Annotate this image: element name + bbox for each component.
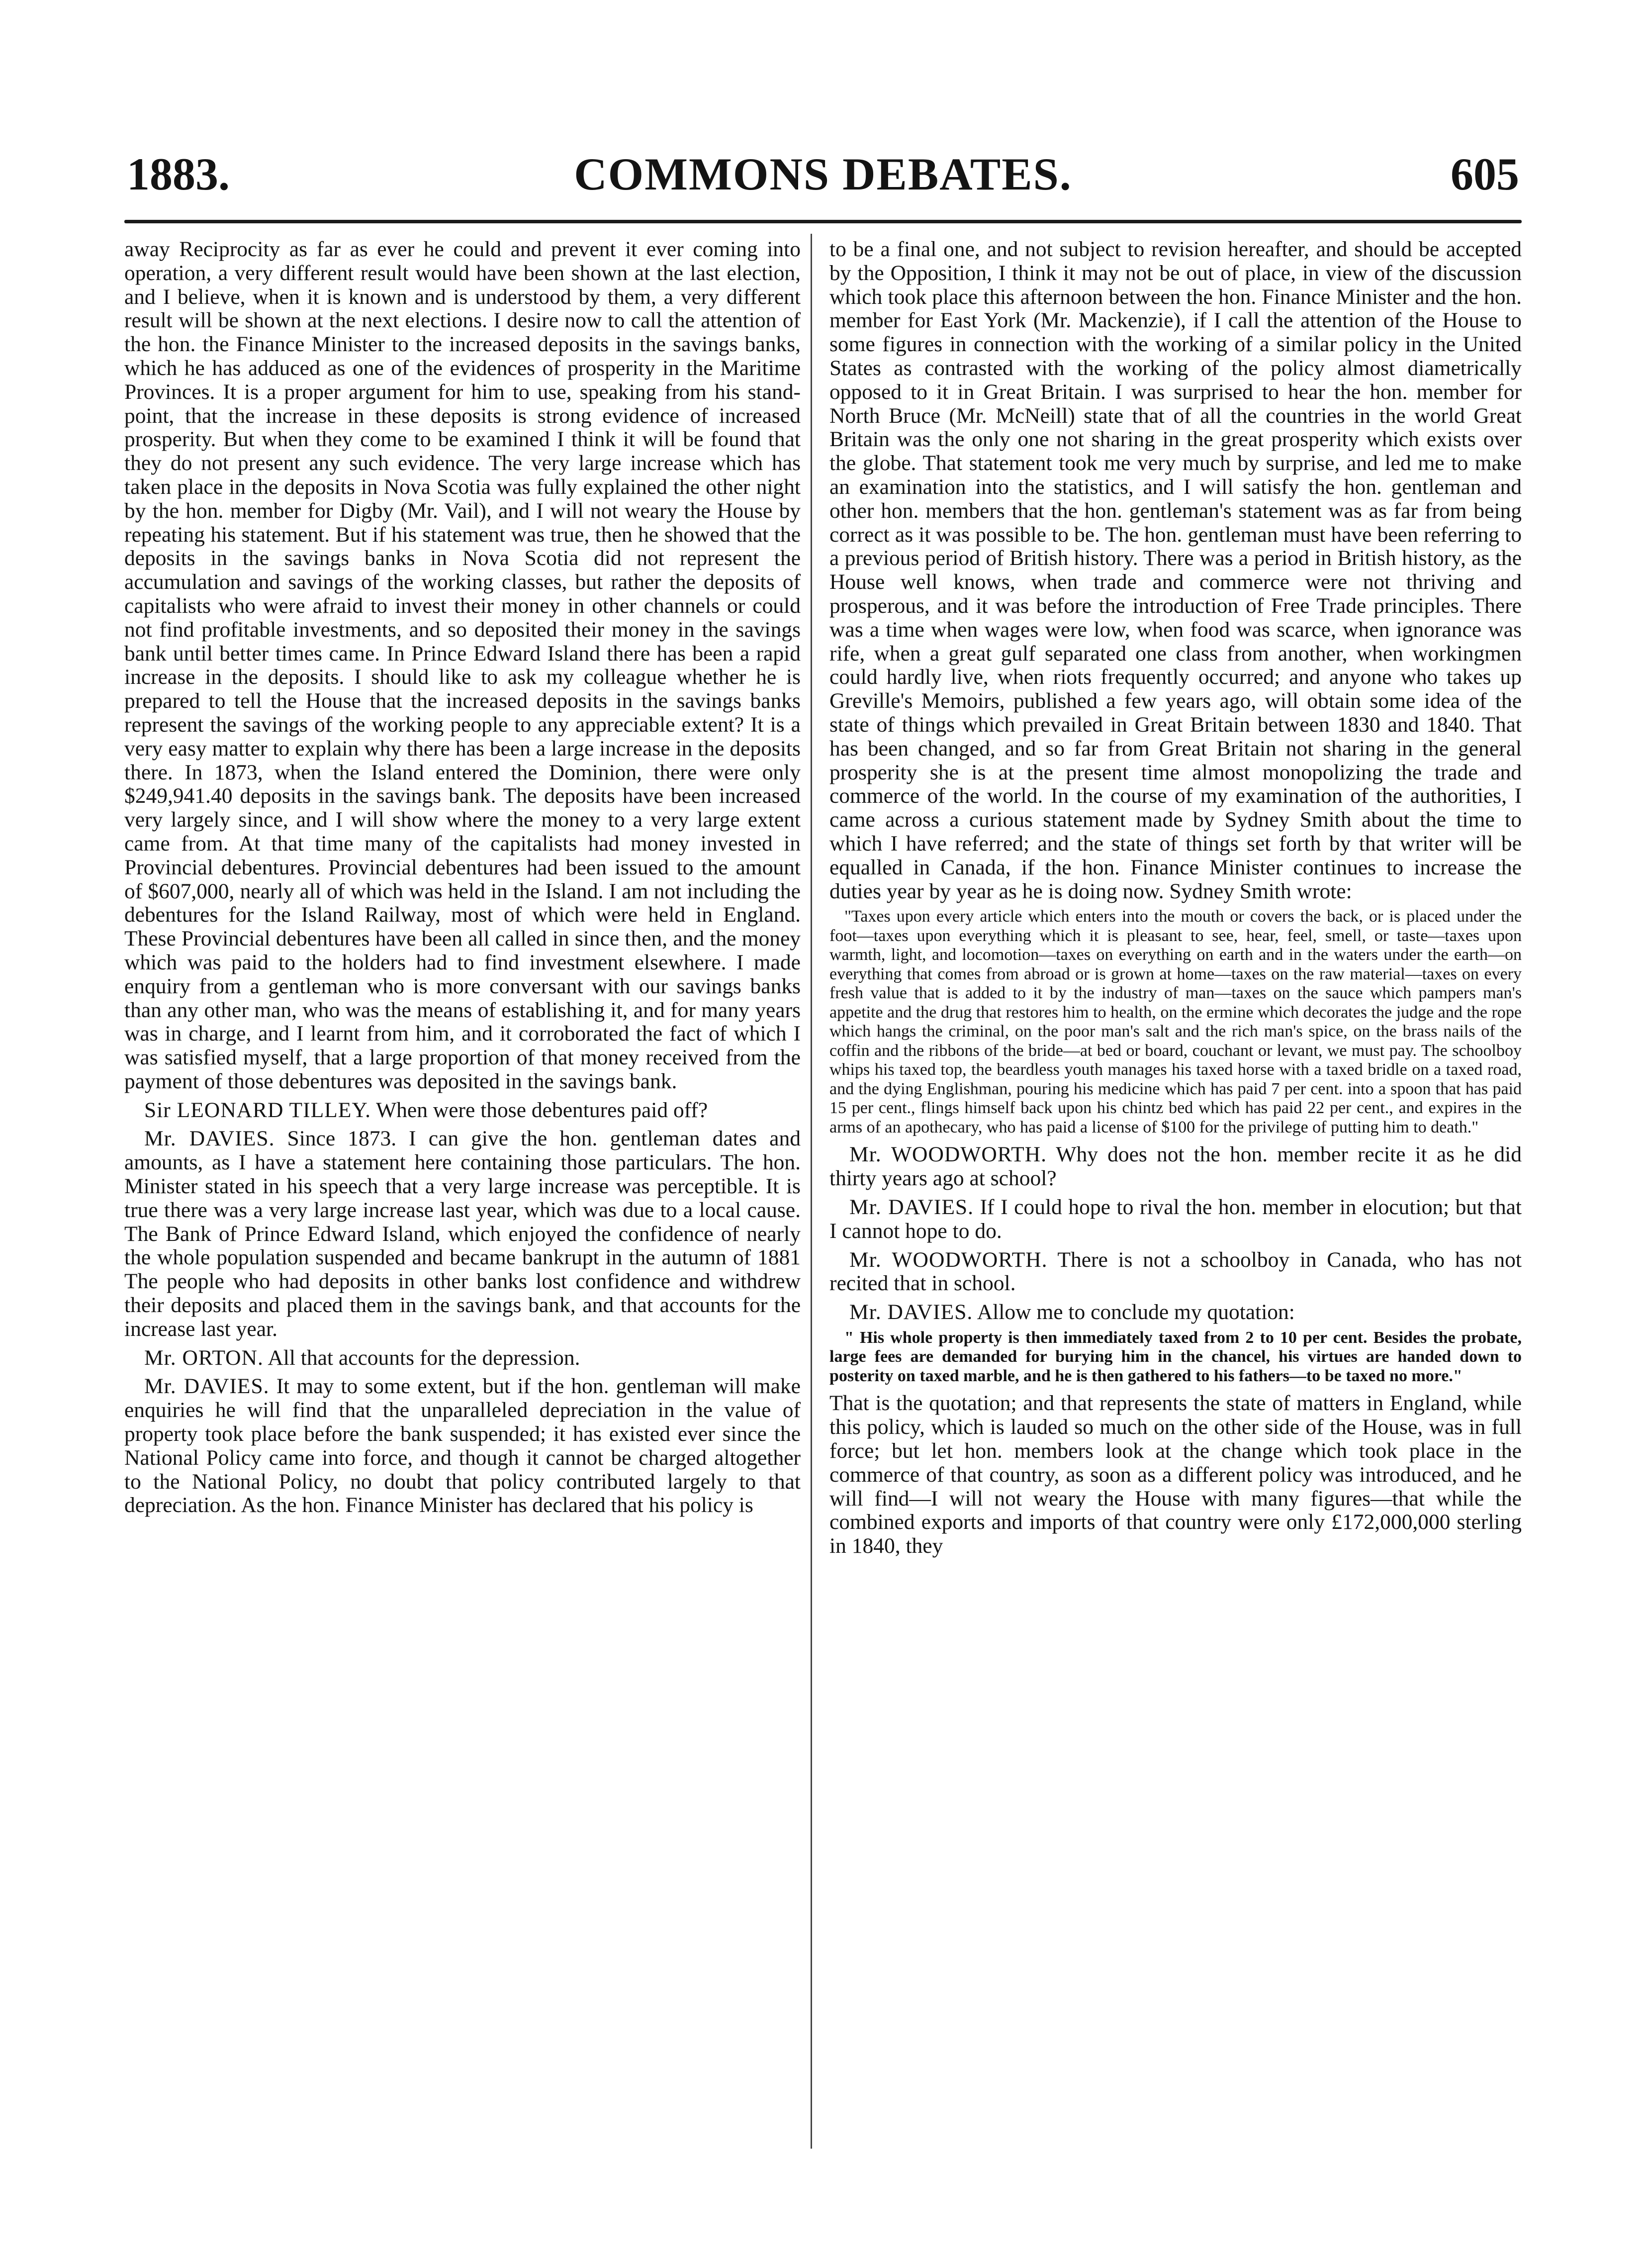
header-year: 1883. bbox=[127, 149, 230, 199]
speaker-name: Sir LEONARD TILLEY. bbox=[144, 1098, 371, 1122]
paragraph: That is the quotation; and that represents the state of matters in England, while this policy, which is lauded so much on the other side of the House, was in full force; but let hon. members look at the change which took place in the commerce of that country, as soon as a different policy was introduced, and he will find—I will not weary the House with many figures—that while the combined exports and imports of that country were only £172,000,000 sterling in 1840, they bbox=[829, 1391, 1522, 1558]
left-column bbox=[124, 238, 801, 1517]
block-quote: "Taxes upon every article which enters into the mouth or covers the back, or is placed under the foot—taxes upon everything which it is pleasant to see, hear, feel, smell, or taste—taxes upon warmth, light, and locomotion—taxes on everything on earth and in the waters under the earth—on everything that comes from abroad or is grown at home—taxes on the raw material—taxes on every fresh value that is added to it by the industry of man—taxes on the sauce which pampers man's appetite and the drug that restores him to health, on the ermine which decorates the judge and the rope which hangs the criminal, on the poor man's salt and the rich man's spice, on the brass nails of the coffin and the ribbons of the bride—at bed or board, couchant or levant, we must pay. The schoolboy whips his taxed top, the beardless youth manages his taxed horse with a taxed bridle on a taxed road, and the dying Englishman, pouring his medicine which has paid 7 per cent. into a spoon that has paid 15 per cent., flings himself back upon his chintz bed which has paid 22 per cent., and expires in the arms of an apothecary, who has paid a license of $100 for the privilege of putting him to death." bbox=[829, 907, 1522, 1136]
speaker-name: Mr. ORTON. bbox=[144, 1345, 264, 1370]
paragraph: to be a final one, and not subject to revision hereafter, and should be accepted by the Opposition, I think it may not be out of place, in view of the discussion which took place this afternoon between the hon. Finance Minister and the hon. member for East York (Mr. Mackenzie), if I call the attention of the House to some figures in connection with the working of a similar policy in the United States as contrasted with the working of the policy almost diametrically opposed to it in Great Britain. I was surprised to hear the hon. member for North Bruce (Mr. McNeill) state that of all the countries in the world Great Britain was the only one not sharing in the great prosperity which exists over the globe. That statement took me very much by surprise, and led me to make an examination into the statistics, and I will satisfy the hon. gentleman and other hon. members that the hon. gentleman's statement was as far from being correct as it was possible to be. The hon. gentleman must have been referring to a previous period of British history. There was a period in British history, as the House well knows, when trade and commerce were not thriving and prosperous, and it was before the introduction of Free Trade principles. There was a time when wages were low, when food was scarce, when ignorance was rife, when a great gulf separated one class from another, when workingmen could hardly live, when riots frequently occurred; and anyone who takes up Greville's Memoirs, published a few years ago, will obtain some idea of the state of things which prevailed in Great Britain between 1830 and 1840. That has been changed, and so far from Great Britain not sharing in the general prosperity she is at the present time almost monopolizing the trade and commerce of the world. In the course of my examination of the authorities, I came across a curious statement made by Sydney Smith about the time to which I have referred; and the state of things set forth by that writer will be equalled in Canada, if the hon. Finance Minister continues to increase the duties year by year as he is doing now. Sydney Smith wrote: bbox=[829, 237, 1522, 903]
speech-text: Allow me to conclude my quotation: bbox=[977, 1300, 1295, 1324]
header-page-number: 605 bbox=[1451, 149, 1519, 199]
speech-text: When were those debentures paid off? bbox=[376, 1098, 708, 1122]
right-column bbox=[829, 238, 1522, 1558]
speech bbox=[829, 1248, 1522, 1296]
speech bbox=[829, 1143, 1522, 1191]
speaker-name: Mr. DAVIES. bbox=[144, 1127, 275, 1151]
speech bbox=[124, 1346, 801, 1370]
speaker-name: Mr. WOODWORTH. bbox=[849, 1142, 1047, 1167]
speech bbox=[829, 1196, 1522, 1243]
paragraph: away Reciprocity as far as ever he could and prevent it ever coming into operation, a very different result would have been shown at the last election, and I believe, when it is known and is understood by them, a very different result will be shown at the next elections. I desire now to call the attention of the hon. the Finance Minister to the increased deposits in the savings banks, which he has adduced as one of the evidences of prosperity in the Maritime Provinces. It is a proper argument for him to use, speaking from his stand-point, that the increase in these deposits is strong evidence of increased prosperity. But when they come to be examined I think it will be found that they do not present any such evidence. The very large increase which has taken place in the deposits in Nova Scotia was fully explained the other night by the hon. member for Digby (Mr. Vail), and I will not weary the House by repeating his statement. But if his statement was true, then he showed that the deposits in the savings banks in Nova Scotia did not represent the accumulation and savings of the working classes, but rather the deposits of capitalists who were afraid to invest their money in other channels or could not find profitable investments, and so deposited their money in the savings bank until better times came. In Prince Edward Island there has been a rapid increase in the deposits. I should like to ask my colleague whether he is prepared to tell the House that the increased deposits in the savings banks represent the savings of the working people to any appreciable extent? It is a very easy matter to explain why there has been a large increase in the deposits there. In 1873, when the Island entered the Dominion, there were only $249,941.40 deposits in the savings bank. The deposits have been increased very largely since, and I will show where the money to a very large extent came from. At that time many of the capitalists had money invested in Provincial debentures. Provincial debentures had been issued to the amount of $607,000, nearly all of which was held in the Island. I am not including the debentures for the Island Railway, most of which were held in England. These Provincial debentures have been all called in since then, and the money which was paid to the holders had to find investment elsewhere. I made enquiry from a gentleman who is more conversant with our savings banks than any other man, who was the means of establishing it, and for many years was in charge, and I learnt from him, and it corroborated the fact of which I was satisfied myself, that a large proportion of that money received from the payment of those debentures was deposited in the savings bank. bbox=[124, 237, 801, 1093]
speaker-name: Mr. DAVIES. bbox=[849, 1300, 973, 1324]
block-quote: " His whole property is then immediately taxed from 2 to 10 per cent. Besides the probate, large fees are demanded for burying him in the chancel, his virtues are handed down to posterity on taxed marble, and he is then gathered to his fathers—to be taxed no more." bbox=[829, 1328, 1522, 1385]
speech-text: If I could hope to rival the hon. member in elocution; but that I cannot hope to do. bbox=[829, 1195, 1522, 1243]
column-divider bbox=[811, 234, 812, 2149]
speech-text: Since 1873. I can give the hon. gentleman dates and amounts, as I have a statement here containing those particulars. The hon. Minister stated in his speech that a very large increase was perceptible. It is true there was a very large increase last year, which was due to a local cause. The Bank of Prince Edward Island, which enjoyed the confidence of nearly the whole population suspended and became bankrupt in the autumn of 1881 The people who had deposits in other banks lost confidence and withdrew their deposits and placed them in the savings bank, and that accounts for the increase last year. bbox=[124, 1127, 801, 1341]
speaker-name: Mr. WOODWORTH. bbox=[849, 1247, 1048, 1272]
speech-text: All that accounts for the depression. bbox=[268, 1345, 580, 1370]
speech-text: Why does not the hon. member recite it as he did thirty years ago at school? bbox=[829, 1142, 1522, 1191]
speech bbox=[124, 1375, 801, 1517]
speech bbox=[124, 1099, 801, 1123]
speaker-name: Mr. DAVIES. bbox=[849, 1195, 974, 1219]
speech-text: There is not a schoolboy in Canada, who has not recited that in school. bbox=[829, 1247, 1522, 1296]
speech bbox=[124, 1127, 801, 1341]
speaker-name: Mr. DAVIES. bbox=[144, 1374, 270, 1399]
speech bbox=[829, 1301, 1522, 1324]
speech-text: It may to some extent, but if the hon. gentleman will make enquiries he will find that the unparalleled depreciation in the value of property took place before the bank suspended; it has existed ever since the National Policy came into force, and though it cannot be charged altogether to the National Policy, no doubt that policy contributed largely to that depreciation. As the hon. Finance Minister has declared that his policy is bbox=[124, 1374, 801, 1517]
header-title: COMMONS DEBATES. bbox=[574, 149, 1072, 199]
header-rule bbox=[124, 220, 1522, 223]
